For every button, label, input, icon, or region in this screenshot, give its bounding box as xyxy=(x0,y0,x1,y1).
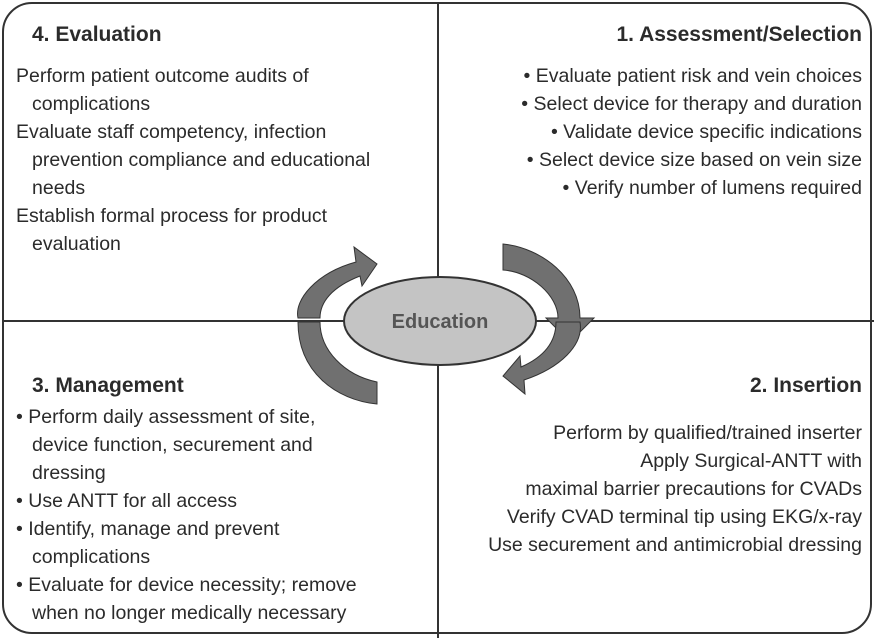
insertion-item: Apply Surgical-ANTT with xyxy=(640,450,862,472)
management-item-text: • Evaluate for device necessity; remove xyxy=(16,574,357,596)
assessment-item: • Select device size based on vein size xyxy=(526,149,862,171)
evaluation-item-text: Evaluate staff competency, infection xyxy=(16,121,327,143)
assessment-item: • Validate device specific indications xyxy=(550,121,862,143)
management-item-text: device function, securement and xyxy=(32,434,313,456)
evaluation-item-text: Establish formal process for product xyxy=(16,205,328,227)
evaluation-item-text: complications xyxy=(32,93,151,115)
assessment-item: • Evaluate patient risk and vein choices xyxy=(523,65,862,87)
assessment-title: 1. Assessment/Selection xyxy=(616,23,862,46)
evaluation-item-text: needs xyxy=(32,177,86,199)
management-item-text: • Perform daily assessment of site, xyxy=(16,406,316,428)
evaluation-item-text: prevention compliance and educational xyxy=(32,149,371,171)
insertion-item: Perform by qualified/trained inserter xyxy=(553,422,862,444)
evaluation-item-text: evaluation xyxy=(32,233,121,255)
management-title: 3. Management xyxy=(32,374,184,397)
management-item-text: dressing xyxy=(32,462,106,484)
evaluation-item-text: Perform patient outcome audits of xyxy=(16,65,309,87)
management-item-text: when no longer medically necessary xyxy=(32,602,347,624)
management-item-text: • Identify, manage and prevent xyxy=(16,518,280,540)
insertion-item: Use securement and antimicrobial dressing xyxy=(488,534,862,556)
insertion-title: 2. Insertion xyxy=(749,374,862,397)
insertion-item: Verify CVAD terminal tip using EKG/x-ray xyxy=(506,506,862,528)
assessment-item: • Verify number of lumens required xyxy=(562,177,862,199)
education-label: Education xyxy=(391,311,489,333)
management-item-text: • Use ANTT for all access xyxy=(16,490,238,512)
assessment-item: • Select device for therapy and duration xyxy=(521,93,862,115)
evaluation-title: 4. Evaluation xyxy=(32,23,162,46)
insertion-item: maximal barrier precautions for CVADs xyxy=(525,478,862,500)
management-item-text: complications xyxy=(32,546,151,568)
